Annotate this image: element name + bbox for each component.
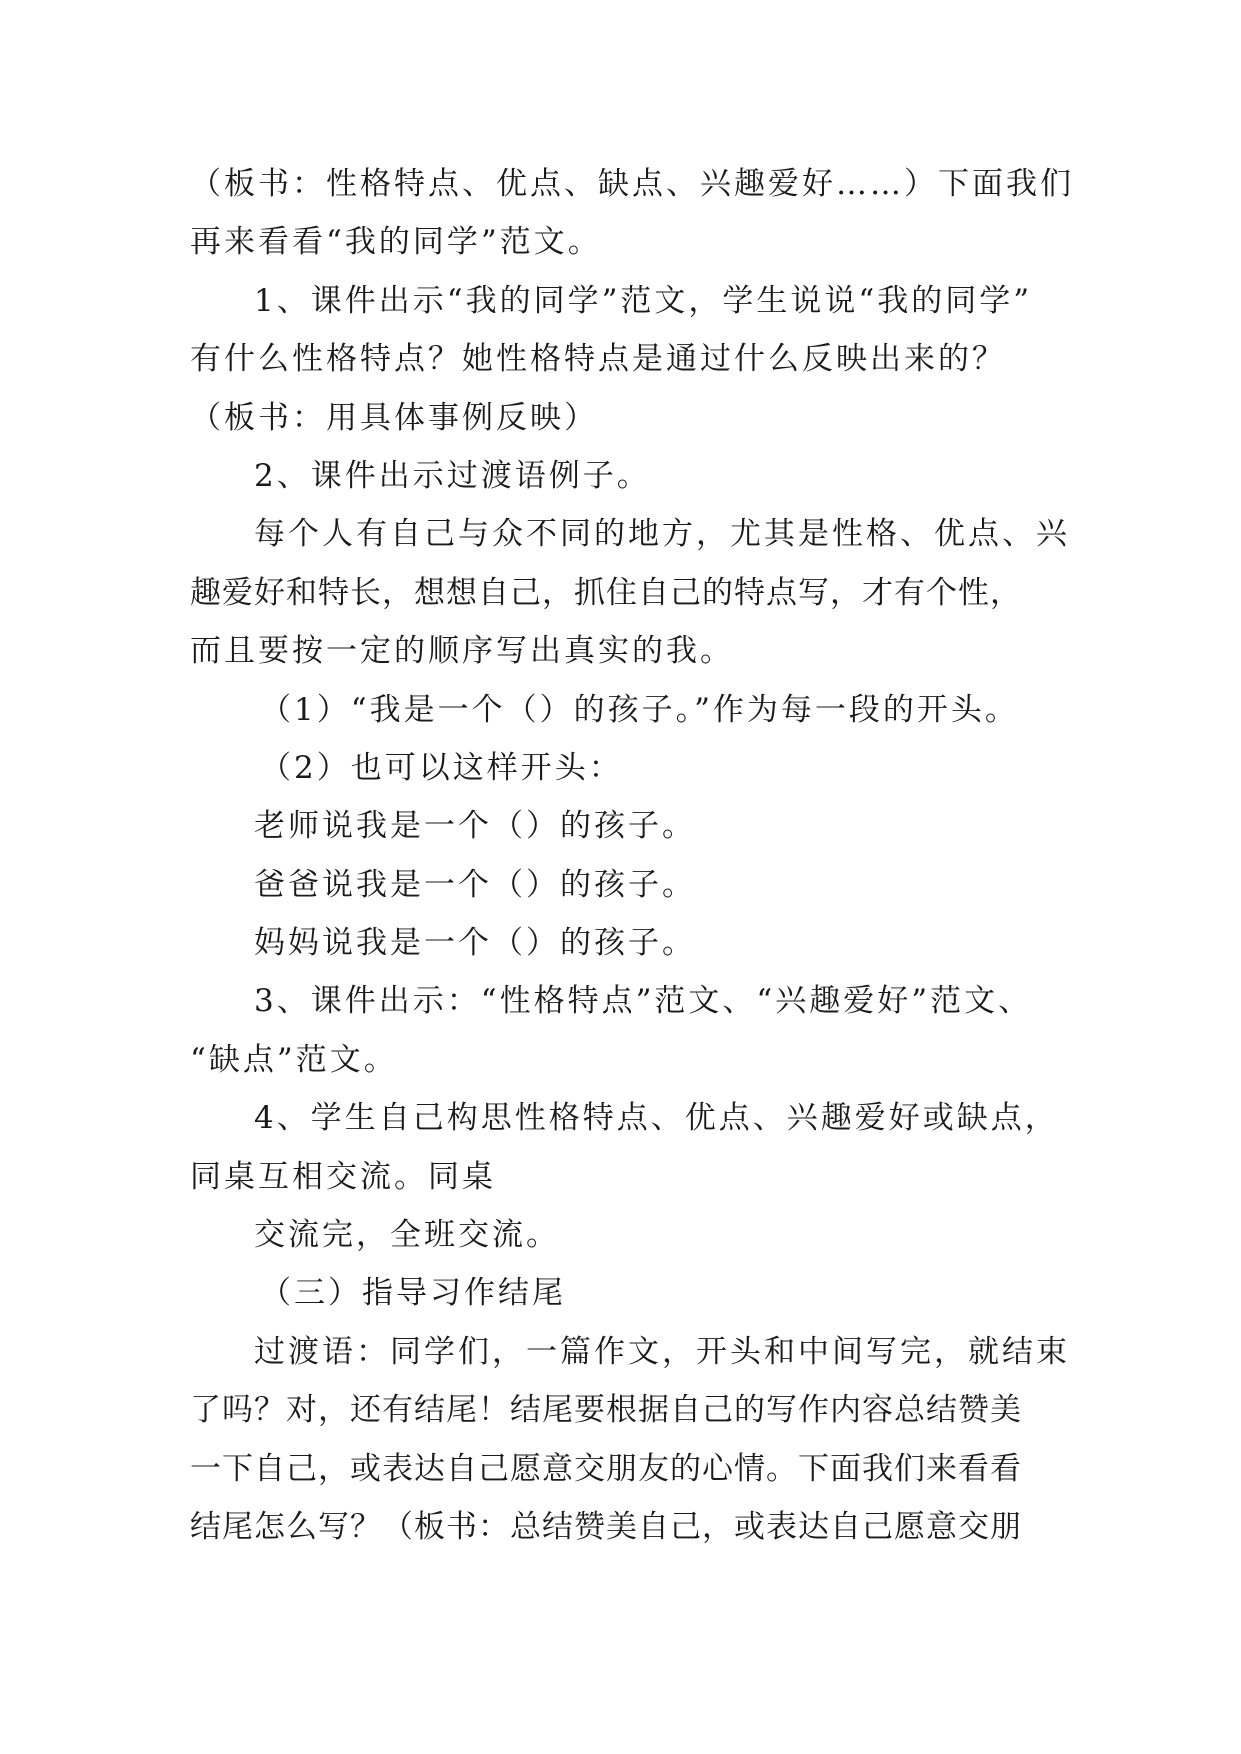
text-line: （板书：用具体事例反映） [190, 399, 598, 436]
text-line: 1、课件出示“我的同学”范文，学生说说“我的同学” [254, 282, 1033, 319]
text-line: （1）“我是一个（）的孩子。”作为每一段的开头。 [260, 691, 1019, 728]
text-line: 4、学生自己构思性格特点、优点、兴趣爱好或缺点， [254, 1100, 1059, 1137]
text-line: “缺点”范文。 [190, 1041, 398, 1078]
text-line: 同桌互相交流。同桌 [190, 1158, 496, 1195]
document-body [190, 155, 1074, 1556]
text-line: 交流完，全班交流。 [254, 1217, 560, 1254]
text-line: （2）也可以这样开头： [260, 749, 623, 786]
text-line: 再来看看“我的同学”范文。 [190, 224, 602, 261]
text-line: 趣爱好和特长，想想自己，抓住自己的特点写，才有个性， [190, 574, 1022, 611]
text-line: 而且要按一定的顺序写出真实的我。 [190, 633, 734, 670]
text-line: （三）指导习作结尾 [260, 1275, 566, 1312]
text-line: 妈妈说我是一个（）的孩子。 [254, 925, 696, 962]
text-line: 结尾怎么写？（板书：总结赞美自己，或表达自己愿意交朋 [190, 1508, 1022, 1545]
text-line: （板书：性格特点、优点、缺点、兴趣爱好……）下面我们 [190, 166, 1074, 202]
text-line: 每个人有自己与众不同的地方，尤其是性格、优点、兴 [254, 516, 1070, 553]
text-line: 过渡语：同学们，一篇作文，开头和中间写完，就结束 [254, 1333, 1070, 1370]
text-line: 2、课件出示过渡语例子。 [254, 457, 651, 494]
text-line: 3、课件出示：“性格特点”范文、“兴趣爱好”范文、 [254, 983, 1033, 1020]
text-line: 一下自己，或表达自己愿意交朋友的心情。下面我们来看看 [190, 1450, 1022, 1487]
text-line: 了吗？对，还有结尾！结尾要根据自己的写作内容总结赞美 [190, 1392, 1022, 1429]
text-line: 老师说我是一个（）的孩子。 [254, 808, 696, 845]
text-line: 有什么性格特点？她性格特点是通过什么反映出来的？ [190, 341, 1006, 378]
text-line: 爸爸说我是一个（）的孩子。 [254, 866, 696, 903]
